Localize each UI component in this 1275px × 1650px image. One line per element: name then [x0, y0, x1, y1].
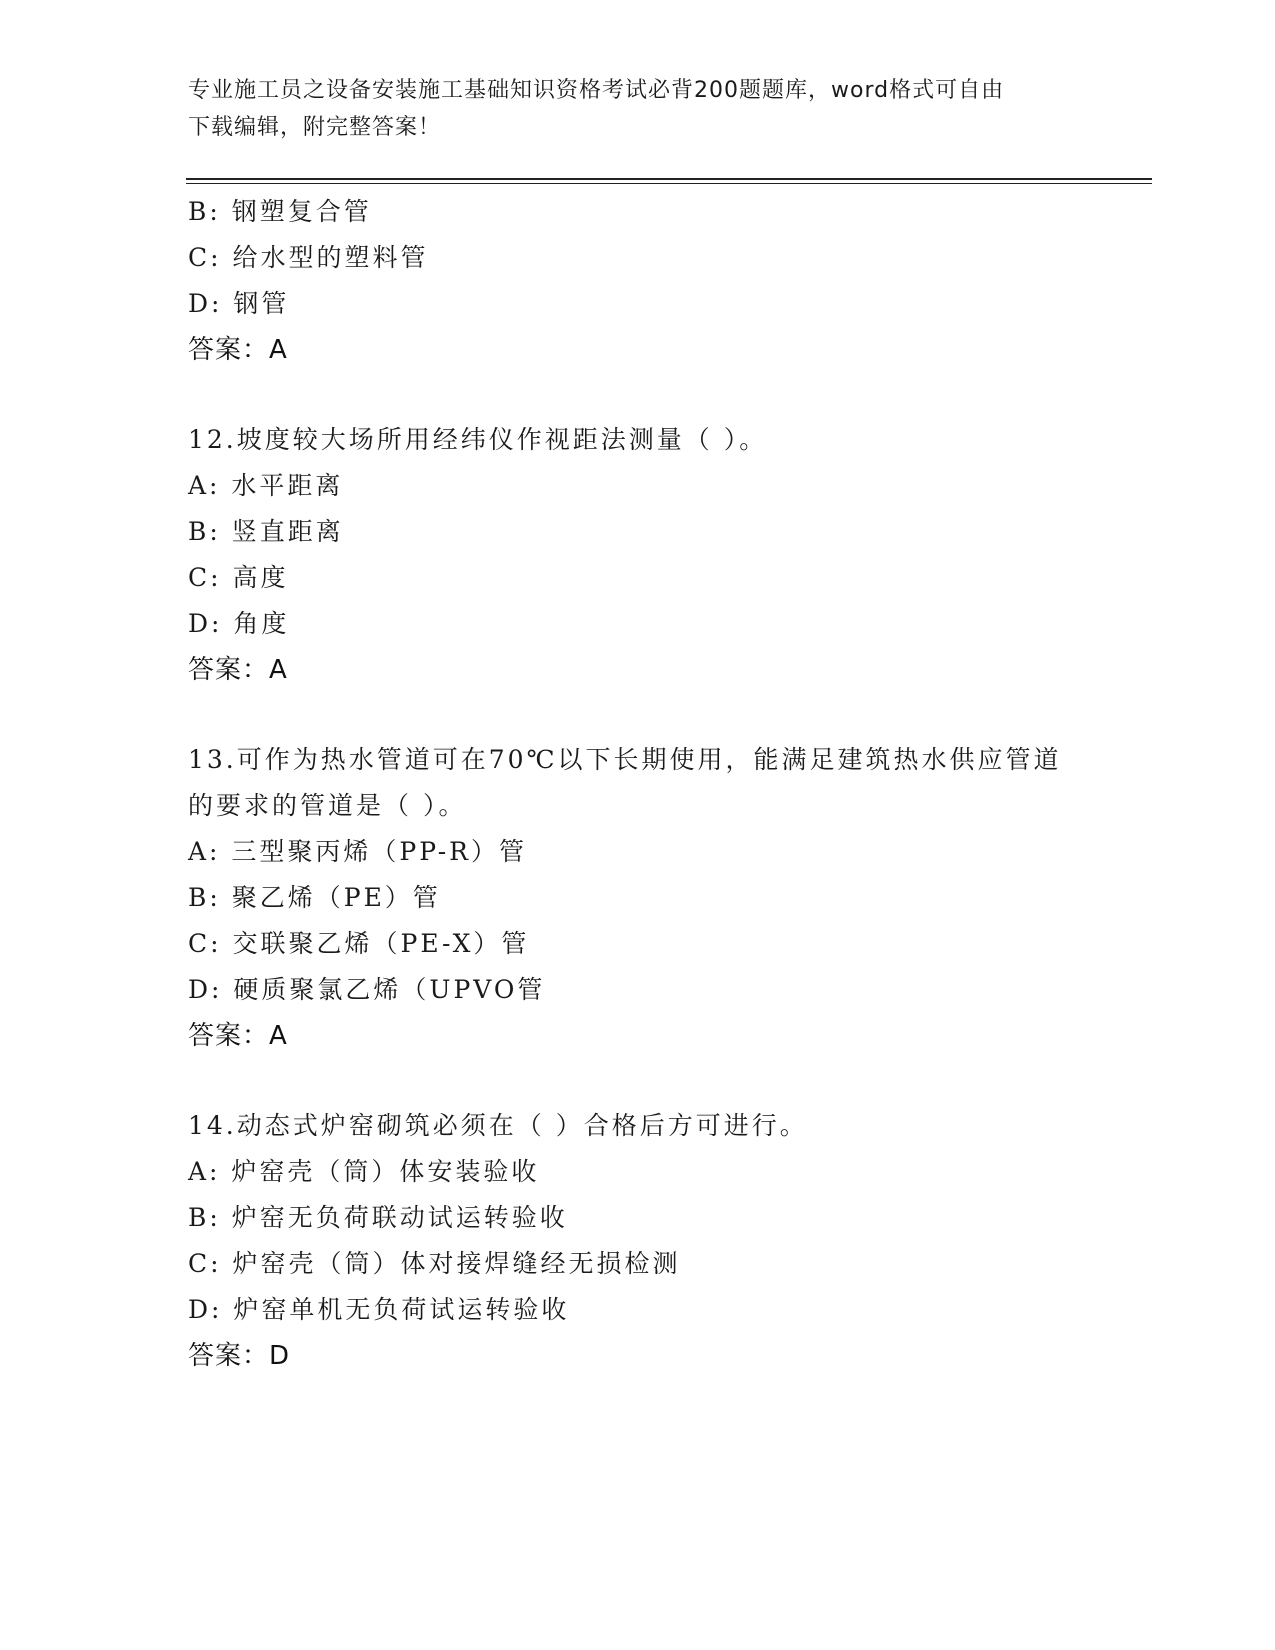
- question-12: [188, 417, 1148, 693]
- page-header: [188, 72, 1088, 146]
- spacer: [188, 373, 1148, 417]
- option-b: B: 竖直距离: [188, 517, 344, 546]
- option-b: B: 炉窑无负荷联动试运转验收: [188, 1203, 568, 1232]
- option-a: A: 炉窑壳（筒）体安装验收: [188, 1157, 540, 1186]
- header-title-line-2: 下载编辑，附完整答案！: [188, 115, 442, 140]
- question-stem: 14.动态式炉窑砌筑必须在（ ）合格后方可进行。: [188, 1111, 808, 1140]
- option-c: C: 交联聚乙烯（PE-X）管: [188, 929, 530, 958]
- answer: 答案：D: [188, 1341, 291, 1371]
- question-13: [188, 737, 1148, 1059]
- answer: 答案：A: [188, 1021, 288, 1051]
- question-stem-line-1: 13.可作为热水管道可在70℃以下长期使用，能满足建筑热水供应管道: [188, 745, 1062, 774]
- option-b: B: 钢塑复合管: [188, 197, 372, 226]
- option-d: D: 炉窑单机无负荷试运转验收: [188, 1295, 570, 1324]
- question-list: [188, 189, 1148, 1379]
- header-divider-thin: [186, 183, 1152, 184]
- option-c: C: 高度: [188, 563, 289, 592]
- question-stem-line-2: 的要求的管道是（ ）。: [188, 791, 467, 820]
- option-a: A: 水平距离: [188, 471, 344, 500]
- option-c: C: 炉窑壳（筒）体对接焊缝经无损检测: [188, 1249, 681, 1278]
- question-stem: 12.坡度较大场所用经纬仪作视距法测量（ ）。: [188, 425, 768, 454]
- option-a: A: 三型聚丙烯（PP-R）管: [188, 837, 527, 866]
- spacer: [188, 1059, 1148, 1103]
- option-d: D: 钢管: [188, 289, 290, 318]
- option-c: C: 给水型的塑料管: [188, 243, 429, 272]
- option-b: B: 聚乙烯（PE）管: [188, 883, 441, 912]
- answer: 答案：A: [188, 335, 288, 365]
- question-11: [188, 189, 1148, 373]
- question-14: [188, 1103, 1148, 1379]
- header-title-line-1: 专业施工员之设备安装施工基础知识资格考试必背200题题库，word格式可自由: [188, 78, 1005, 103]
- option-d: D: 角度: [188, 609, 290, 638]
- spacer: [188, 693, 1148, 737]
- answer: 答案：A: [188, 655, 288, 685]
- header-divider-thick: [186, 178, 1152, 180]
- option-d: D: 硬质聚氯乙烯（UPVO管: [188, 975, 546, 1004]
